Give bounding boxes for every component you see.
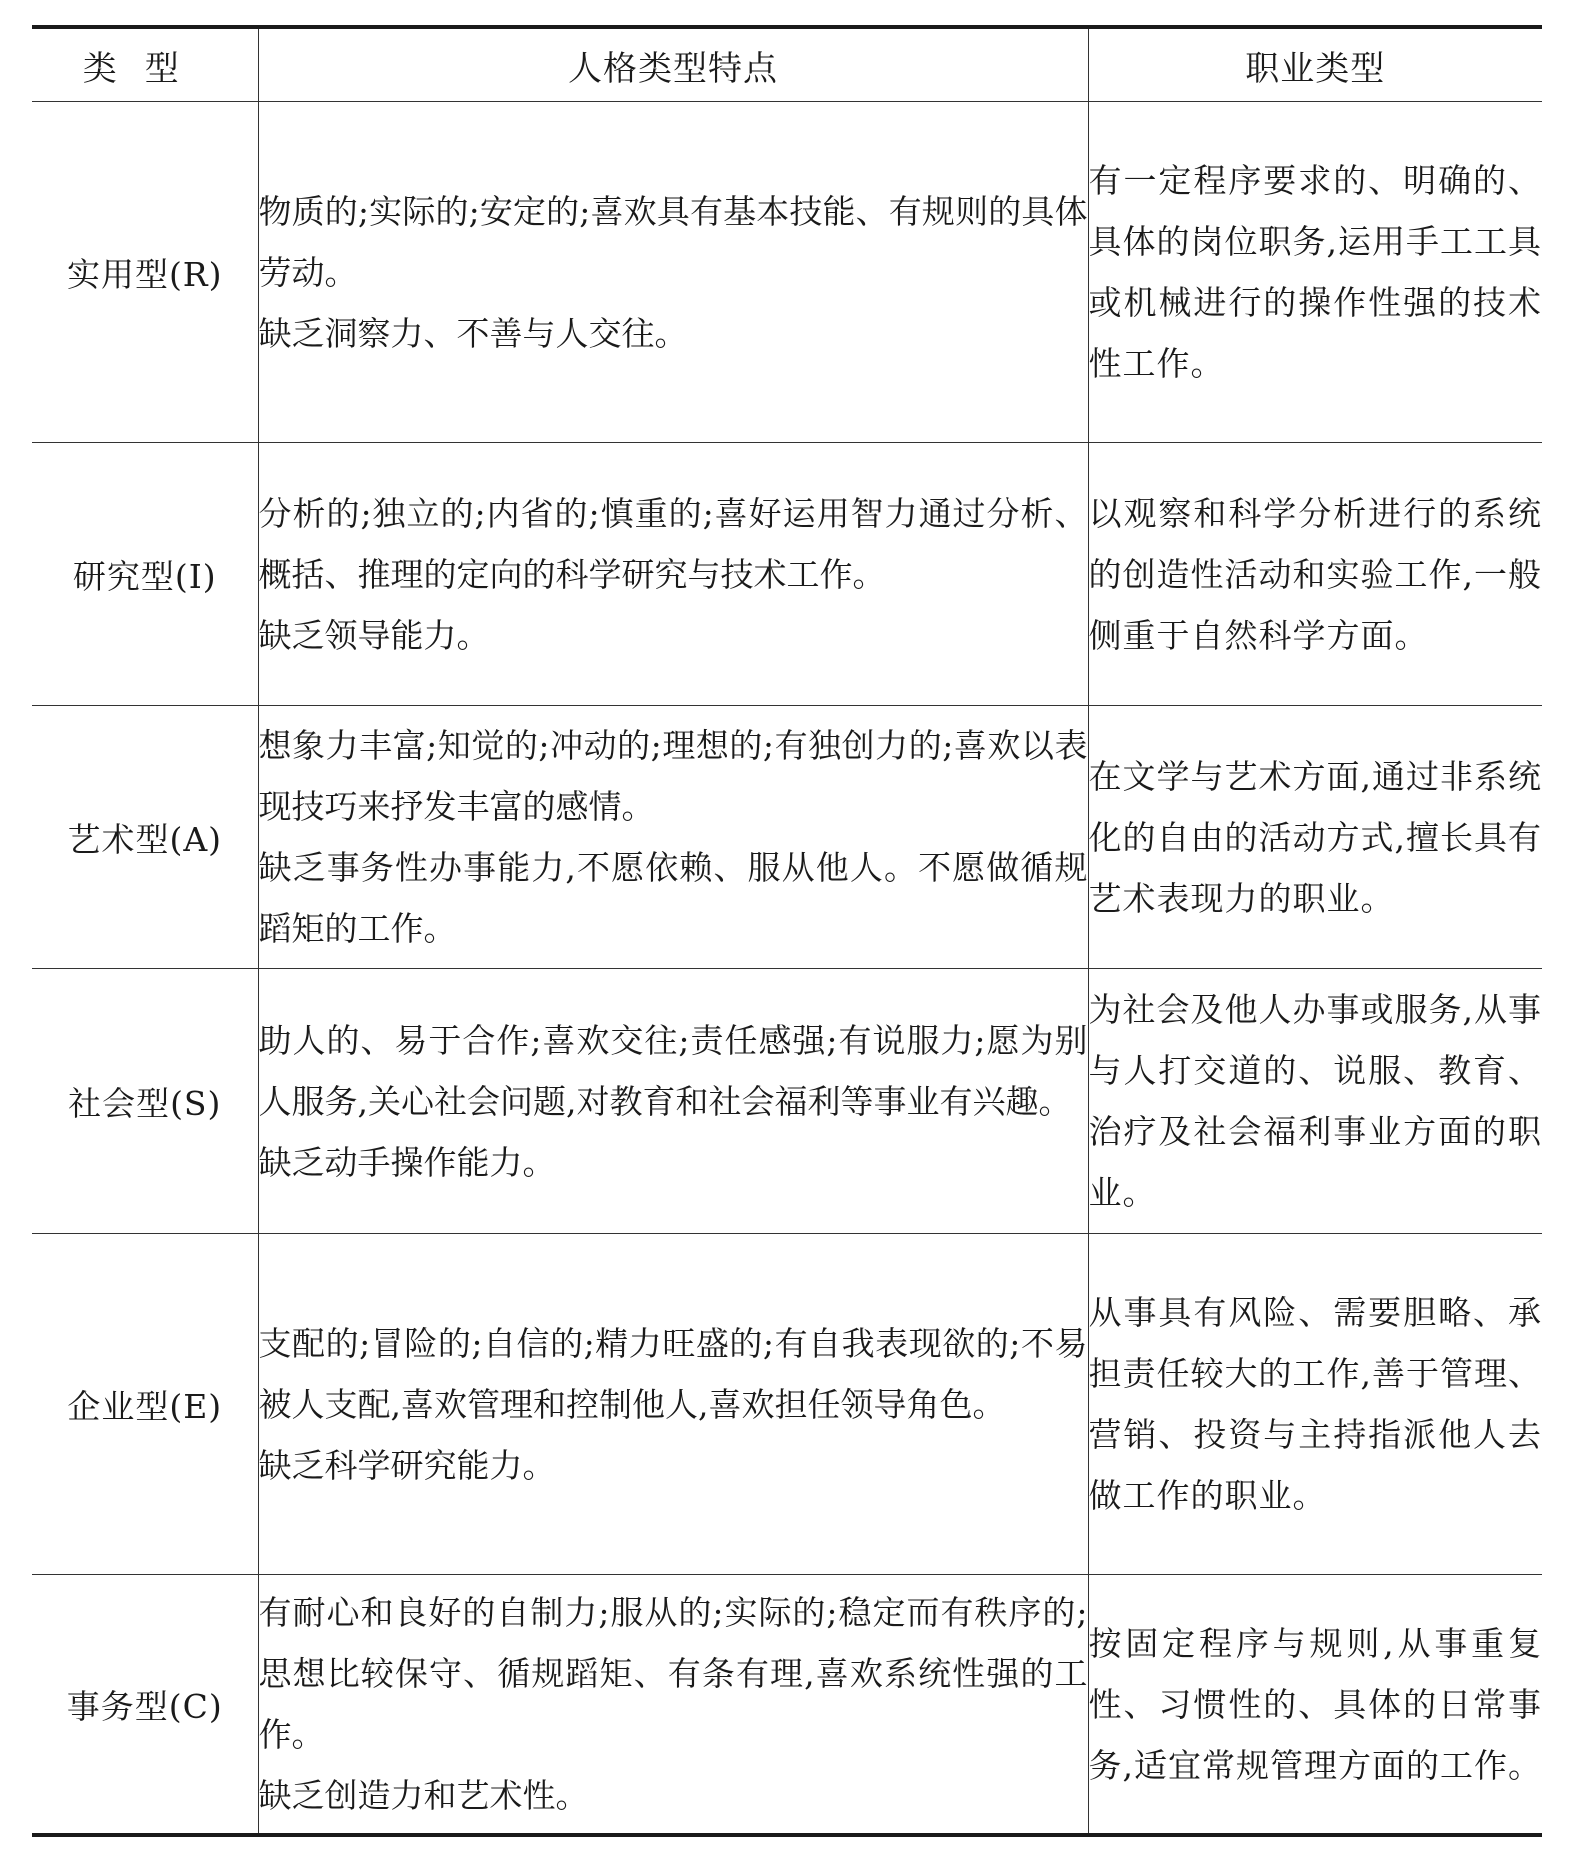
traits-cell bbox=[258, 1234, 1088, 1575]
traits-text: 助人的、易于合作;喜欢交往;责任感强;有说服力;愿为别人服务,关心社会问题,对教育和社会福利等事业有兴趣。 bbox=[258, 1020, 1088, 1121]
header-jobs: 职业类型 bbox=[1088, 27, 1542, 102]
type-cell: 事务型(C) bbox=[32, 1575, 258, 1836]
table-row bbox=[32, 1234, 1542, 1575]
traits-weakness: 缺乏动手操作能力。 bbox=[258, 1142, 556, 1182]
table-row bbox=[32, 443, 1542, 706]
holland-type-table bbox=[32, 25, 1542, 1837]
jobs-cell: 有一定程序要求的、明确的、具体的岗位职务,运用手工工具或机械进行的操作性强的技术性工作。 bbox=[1088, 102, 1542, 443]
traits-text: 有耐心和良好的自制力;服从的;实际的;稳定而有秩序的;思想比较保守、循规蹈矩、有条有理,喜欢系统性强的工作。 bbox=[258, 1593, 1088, 1754]
traits-cell bbox=[258, 1575, 1088, 1836]
traits-weakness: 缺乏科学研究能力。 bbox=[258, 1445, 556, 1485]
traits-weakness: 缺乏创造力和艺术性。 bbox=[258, 1776, 589, 1815]
traits-cell bbox=[258, 969, 1088, 1234]
jobs-cell: 按固定程序与规则,从事重复性、习惯性的、具体的日常事务,适宜常规管理方面的工作。 bbox=[1088, 1575, 1542, 1836]
traits-cell bbox=[258, 443, 1088, 706]
traits-cell bbox=[258, 102, 1088, 443]
type-cell: 企业型(E) bbox=[32, 1234, 258, 1575]
jobs-cell: 为社会及他人办事或服务,从事与人打交道的、说服、教育、治疗及社会福利事业方面的职业。 bbox=[1088, 969, 1542, 1234]
header-traits: 人格类型特点 bbox=[258, 27, 1088, 102]
page bbox=[32, 25, 1542, 1837]
traits-text: 分析的;独立的;内省的;慎重的;喜好运用智力通过分析、概括、推理的定向的科学研究与技术工作。 bbox=[258, 493, 1088, 594]
header-row bbox=[32, 27, 1542, 102]
traits-text: 想象力丰富;知觉的;冲动的;理想的;有独创力的;喜欢以表现技巧来抒发丰富的感情。 bbox=[258, 726, 1088, 826]
traits-weakness: 缺乏事务性办事能力,不愿依赖、服从他人。不愿做循规蹈矩的工作。 bbox=[258, 848, 1088, 948]
traits-weakness: 缺乏洞察力、不善与人交往。 bbox=[258, 313, 688, 353]
table-row bbox=[32, 102, 1542, 443]
type-cell: 艺术型(A) bbox=[32, 706, 258, 969]
traits-weakness: 缺乏领导能力。 bbox=[258, 615, 490, 655]
table-row bbox=[32, 706, 1542, 969]
header-type: 类型 bbox=[32, 27, 258, 102]
traits-text: 物质的;实际的;安定的;喜欢具有基本技能、有规则的具体劳动。 bbox=[258, 191, 1088, 292]
type-cell: 实用型(R) bbox=[32, 102, 258, 443]
jobs-cell: 以观察和科学分析进行的系统的创造性活动和实验工作,一般侧重于自然科学方面。 bbox=[1088, 443, 1542, 706]
traits-text: 支配的;冒险的;自信的;精力旺盛的;有自我表现欲的;不易被人支配,喜欢管理和控制他人,喜欢担任领导角色。 bbox=[258, 1323, 1088, 1424]
table-row bbox=[32, 1575, 1542, 1836]
jobs-cell: 在文学与艺术方面,通过非系统化的自由的活动方式,擅长具有艺术表现力的职业。 bbox=[1088, 706, 1542, 969]
table-row bbox=[32, 969, 1542, 1234]
traits-cell bbox=[258, 706, 1088, 969]
jobs-cell: 从事具有风险、需要胆略、承担责任较大的工作,善于管理、营销、投资与主持指派他人去做工作的职业。 bbox=[1088, 1234, 1542, 1575]
type-cell: 研究型(I) bbox=[32, 443, 258, 706]
type-cell: 社会型(S) bbox=[32, 969, 258, 1234]
